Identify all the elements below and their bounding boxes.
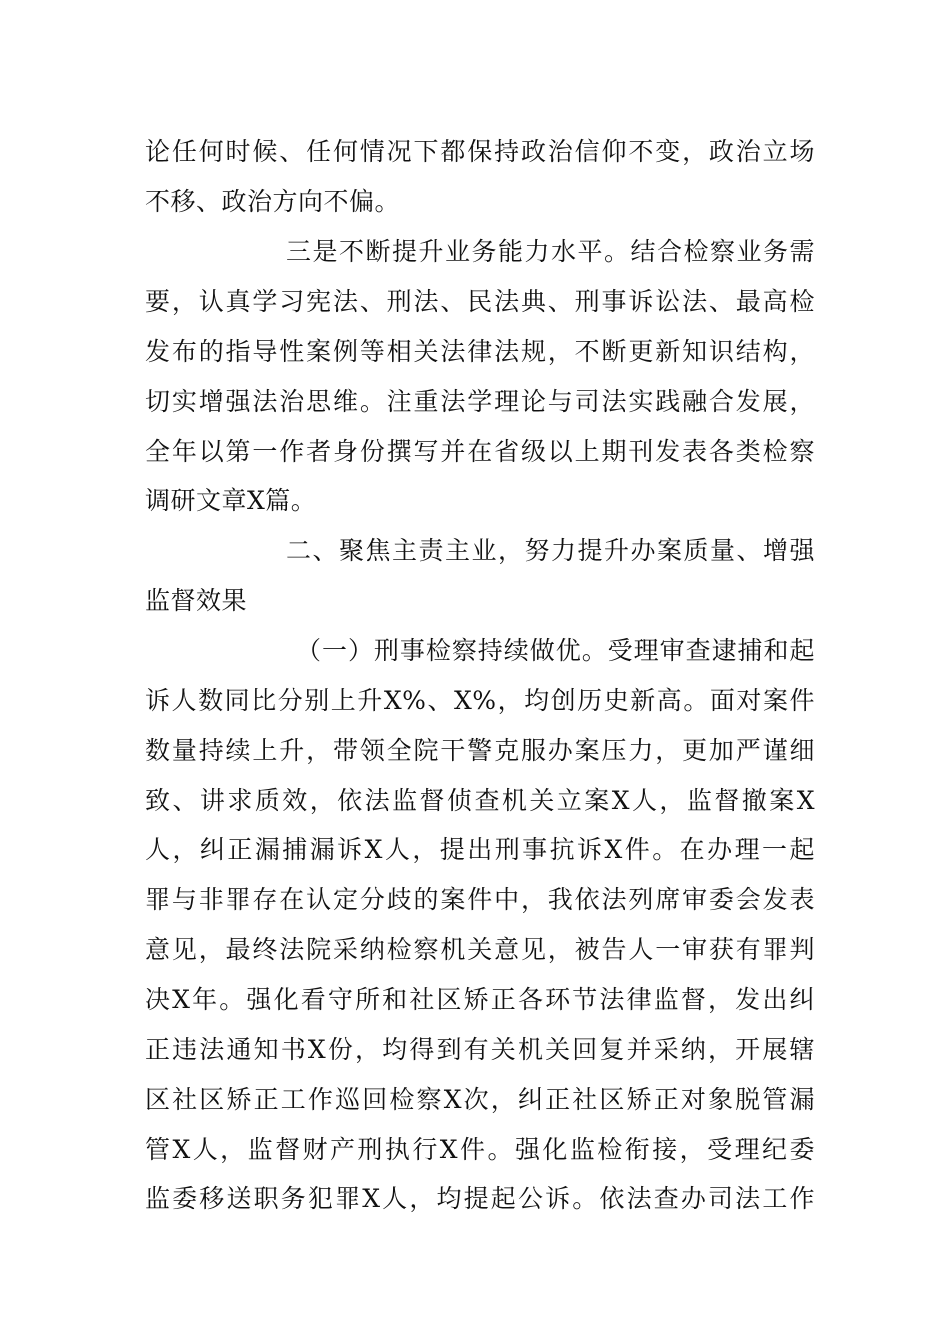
text-line: 决X年。强化看守所和社区矫正各环节法律监督，发出纠 bbox=[145, 985, 815, 1014]
section-heading-line: 二、聚焦主责主业，努力提升办案质量、增强 bbox=[286, 536, 815, 565]
text-line: 全年以第一作者身份撰写并在省级以上期刊发表各类检察 bbox=[145, 437, 815, 466]
text-line: 监委移送职务犯罪X人，均提起公诉。依法查办司法工作 bbox=[145, 1184, 815, 1213]
text-line: 数量持续上升，带领全院干警克服办案压力，更加严谨细 bbox=[145, 736, 815, 765]
text-line: 发布的指导性案例等相关法律法规，不断更新知识结构， bbox=[145, 337, 815, 366]
text-line: 致、讲求质效，依法监督侦查机关立案X人，监督撤案X bbox=[145, 786, 815, 815]
section-heading-line: 监督效果 bbox=[145, 586, 248, 615]
text-line: 诉人数同比分别上升X%、X%，均创历史新高。面对案件 bbox=[145, 686, 815, 715]
text-line: 要，认真学习宪法、刑法、民法典、刑事诉讼法、最高检 bbox=[145, 287, 815, 316]
text-line: 正违法通知书X份，均得到有关机关回复并采纳，开展辖 bbox=[145, 1035, 815, 1064]
text-line: 论任何时候、任何情况下都保持政治信仰不变，政治立场 bbox=[145, 137, 815, 166]
text-line: 切实增强法治思维。注重法学理论与司法实践融合发展， bbox=[145, 387, 815, 416]
text-line: 意见，最终法院采纳检察机关意见，被告人一审获有罪判 bbox=[145, 935, 815, 964]
text-line: 罪与非罪存在认定分歧的案件中，我依法列席审委会发表 bbox=[145, 885, 815, 914]
text-line: 不移、政治方向不偏。 bbox=[145, 187, 401, 216]
paragraph-heading-line: 三是不断提升业务能力水平。结合检察业务需 bbox=[286, 237, 815, 266]
text-line: 区社区矫正工作巡回检察X次，纠正社区矫正对象脱管漏 bbox=[145, 1085, 815, 1114]
text-line: 调研文章X篇。 bbox=[145, 486, 317, 515]
text-line: 管X人，监督财产刑执行X件。强化监检衔接，受理纪委 bbox=[145, 1135, 815, 1164]
text-line: 人，纠正漏捕漏诉X人，提出刑事抗诉X件。在办理一起 bbox=[145, 835, 815, 864]
subsection-heading-line: （一）刑事检察持续做优。受理审查逮捕和起 bbox=[296, 636, 815, 665]
